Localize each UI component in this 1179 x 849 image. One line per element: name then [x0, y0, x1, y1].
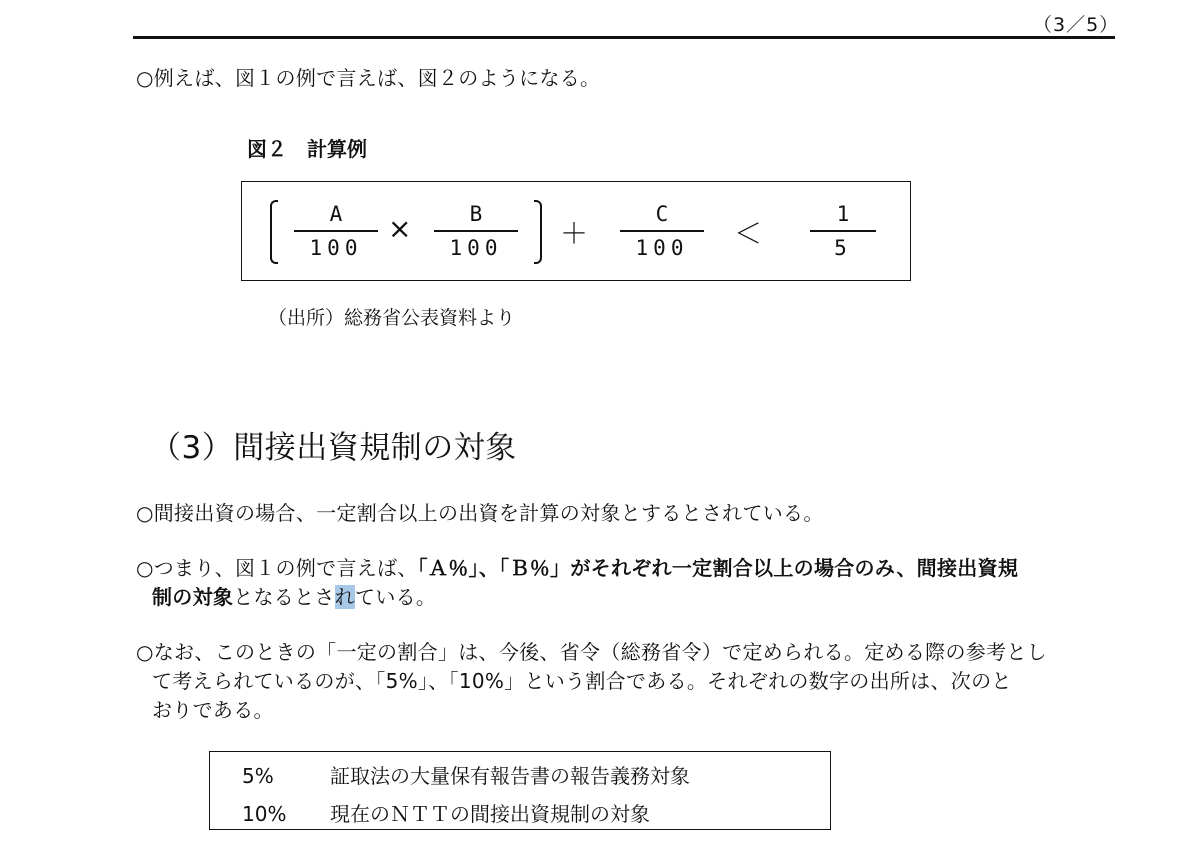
fraction-b-denominator: 100 [449, 236, 503, 260]
fraction-d [810, 200, 876, 262]
fraction-d-bar [810, 230, 876, 232]
reference-description: 現在のＮＴＴの間接出資規制の対象 [330, 802, 650, 826]
fraction-c-numerator: C [655, 202, 669, 226]
paragraph-2 [136, 554, 1018, 612]
paragraph-2-line-1 [136, 554, 1018, 583]
times-operator: × [388, 212, 412, 245]
paragraph-3-line-3: おりである。 [152, 698, 274, 722]
paragraph-2-tail-a: となるとさ [233, 585, 335, 609]
fraction-c-denominator: 100 [635, 236, 689, 260]
fraction-c-bar [620, 230, 704, 232]
paragraph-2-bold-1: 「Ａ％」、「Ｂ％」がそれぞれ一定割合以上の場合のみ、間接出資規 [417, 556, 1019, 580]
paragraph-3-line-1: ○なお、このときの「一定の割合」は、今後、省令（総務省令）で定められる。定める際の参考とし [136, 640, 1047, 664]
reference-description: 証取法の大量保有報告書の報告義務対象 [330, 764, 690, 788]
fraction-d-denominator: 5 [834, 236, 852, 260]
reference-percent: 10% [242, 802, 287, 826]
paragraph-1: ○間接出資の場合、一定割合以上の出資を計算の対象とするとされている。 [136, 501, 824, 525]
paragraph-2-bold-2: 制の対象 [152, 585, 234, 609]
left-bracket [270, 200, 278, 264]
fraction-a-bar [294, 230, 378, 232]
intro-paragraph: ○例えば、図１の例で言えば、図２のようになる。 [136, 66, 601, 90]
paragraph-2-lead: ○つまり、図１の例で言えば、 [136, 556, 418, 580]
fraction-a-numerator: A [329, 202, 343, 226]
formula-box [241, 181, 911, 281]
fraction-c [620, 200, 704, 262]
figure-source: （出所）総務省公表資料より [268, 307, 516, 329]
paragraph-3-line-2: て考えられているのが、「5%」、「10%」という割合である。それぞれの数字の出所は、次のと [152, 669, 1012, 693]
paragraph-3 [136, 638, 1047, 725]
fraction-a [294, 200, 378, 262]
reference-row [242, 798, 650, 827]
figure-caption: 図２ 計算例 [247, 137, 367, 161]
header-rule [133, 36, 1115, 39]
less-than-operator: ＜ [734, 217, 763, 250]
plus-operator: ＋ [560, 217, 589, 250]
fraction-a-denominator: 100 [309, 236, 363, 260]
fraction-b [434, 200, 518, 262]
reference-percent: 5% [242, 764, 274, 788]
text-selection-highlight: れ [334, 585, 356, 609]
fraction-b-numerator: B [469, 202, 483, 226]
paragraph-2-tail-b: ている。 [355, 585, 437, 609]
paragraph-2-line-2 [136, 583, 1018, 612]
section-heading: （3）間接出資規制の対象 [150, 430, 517, 466]
fraction-d-numerator: 1 [836, 202, 850, 226]
page-number: （3／5） [1033, 14, 1120, 36]
reference-row [242, 760, 690, 789]
reference-table [209, 751, 831, 830]
right-bracket [534, 200, 542, 264]
fraction-b-bar [434, 230, 518, 232]
